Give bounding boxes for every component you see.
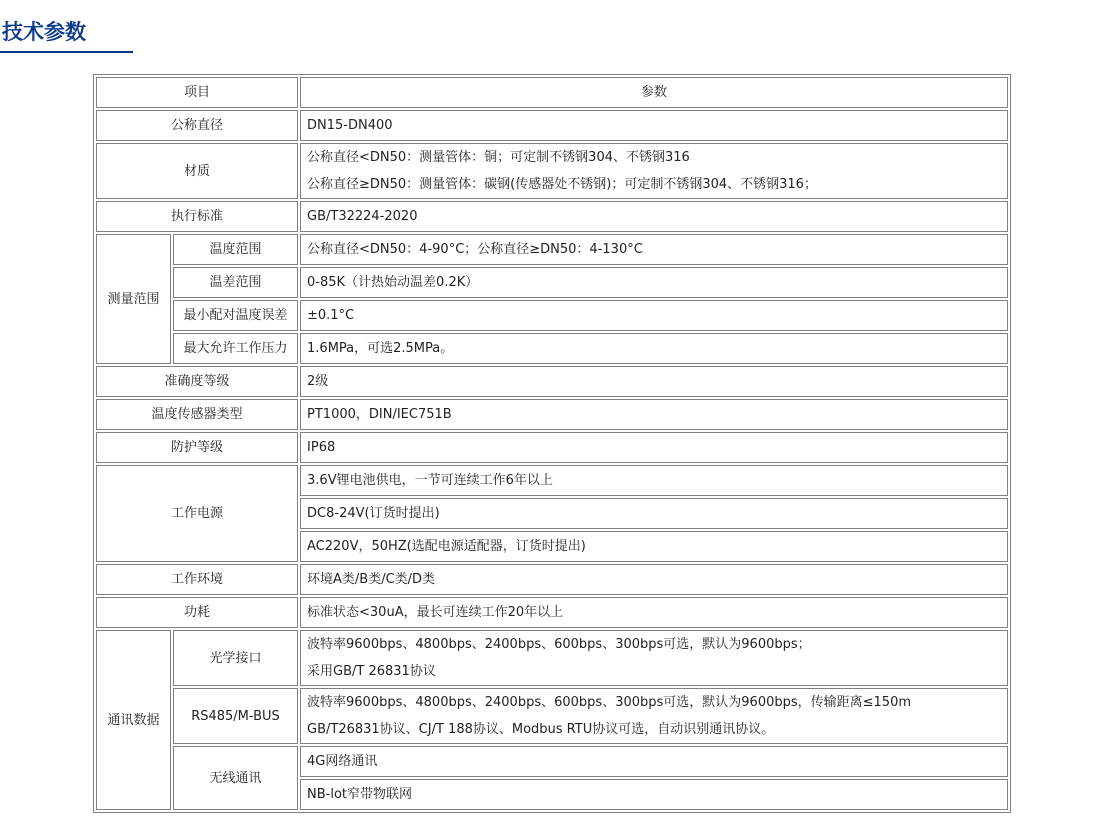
title-underline bbox=[0, 51, 133, 53]
row-value: 3.6V锂电池供电，一节可连续工作6年以上 bbox=[300, 465, 1008, 496]
table-row bbox=[96, 564, 1008, 595]
table-row bbox=[96, 143, 1008, 199]
table-row bbox=[96, 465, 1008, 496]
row-label: 工作电源 bbox=[96, 465, 298, 562]
row-value bbox=[300, 143, 1008, 199]
header-params: 参数 bbox=[300, 77, 1008, 108]
row-value: 1.6MPa，可选2.5MPa。 bbox=[300, 333, 1008, 364]
row-value: 2级 bbox=[300, 366, 1008, 397]
table-row bbox=[96, 630, 1008, 686]
optical-line: 采用GB/T 26831协议 bbox=[307, 664, 436, 679]
row-value: GB/T32224-2020 bbox=[300, 201, 1008, 232]
table-row bbox=[96, 300, 1008, 331]
table-row bbox=[96, 110, 1008, 141]
sub-label: 最大允许工作压力 bbox=[173, 333, 298, 364]
row-value: 环境A类/B类/C类/D类 bbox=[300, 564, 1008, 595]
row-value: DN15-DN400 bbox=[300, 110, 1008, 141]
page-title: 技术参数 bbox=[2, 20, 86, 44]
rs485-line: GB/T26831协议、CJ/T 188协议、Modbus RTU协议可选，自动识别通讯协议。 bbox=[307, 722, 775, 737]
table-header-row bbox=[96, 77, 1008, 108]
row-label: 公称直径 bbox=[96, 110, 298, 141]
row-value: AC220V，50HZ(选配电源适配器，订货时提出) bbox=[300, 531, 1008, 562]
group-label: 测量范围 bbox=[96, 234, 171, 364]
row-value bbox=[300, 630, 1008, 686]
row-value bbox=[300, 688, 1008, 744]
table-row bbox=[96, 234, 1008, 265]
table-row bbox=[96, 333, 1008, 364]
row-label: 准确度等级 bbox=[96, 366, 298, 397]
table-row bbox=[96, 432, 1008, 463]
row-value: DC8-24V(订货时提出) bbox=[300, 498, 1008, 529]
row-label: 工作环境 bbox=[96, 564, 298, 595]
row-value: IP68 bbox=[300, 432, 1008, 463]
row-label: 执行标准 bbox=[96, 201, 298, 232]
table-row bbox=[96, 597, 1008, 628]
group-label: 通讯数据 bbox=[96, 630, 171, 810]
row-label: 温度传感器类型 bbox=[96, 399, 298, 430]
table-row bbox=[96, 267, 1008, 298]
row-value: PT1000，DIN/IEC751B bbox=[300, 399, 1008, 430]
sub-label: 最小配对温度误差 bbox=[173, 300, 298, 331]
sub-label: 温度范围 bbox=[173, 234, 298, 265]
row-value: NB-lot窄带物联网 bbox=[300, 779, 1008, 810]
sub-label: 光学接口 bbox=[173, 630, 298, 686]
row-label: 功耗 bbox=[96, 597, 298, 628]
sub-label: 温差范围 bbox=[173, 267, 298, 298]
header-item: 项目 bbox=[96, 77, 298, 108]
sub-label: 无线通讯 bbox=[173, 746, 298, 810]
material-line: 公称直径≥DN50：测量管体：碳钢(传感器处不锈钢)；可定制不锈钢304、不锈钢316； bbox=[307, 177, 817, 192]
table-row bbox=[96, 366, 1008, 397]
row-value: 标准状态<30uA，最长可连续工作20年以上 bbox=[300, 597, 1008, 628]
table-row bbox=[96, 746, 1008, 777]
table-row bbox=[96, 688, 1008, 744]
material-line: 公称直径<DN50：测量管体：铜；可定制不锈钢304、不锈钢316 bbox=[307, 150, 690, 165]
row-value: ±0.1°C bbox=[300, 300, 1008, 331]
row-label: 材质 bbox=[96, 143, 298, 199]
table-row bbox=[96, 399, 1008, 430]
rs485-line: 波特率9600bps、4800bps、2400bps、600bps、300bps可选，默认为9600bps，传输距离≤150m bbox=[307, 695, 912, 710]
sub-label: RS485/M-BUS bbox=[173, 688, 298, 744]
row-value: 公称直径<DN50：4-90°C；公称直径≥DN50：4-130°C bbox=[300, 234, 1008, 265]
row-label: 防护等级 bbox=[96, 432, 298, 463]
table-row bbox=[96, 201, 1008, 232]
row-value: 4G网络通讯 bbox=[300, 746, 1008, 777]
optical-line: 波特率9600bps、4800bps、2400bps、600bps、300bps可选，默认为9600bps； bbox=[307, 637, 811, 652]
row-value: 0-85K（计热始动温差0.2K） bbox=[300, 267, 1008, 298]
tech-params-table bbox=[93, 74, 1011, 813]
